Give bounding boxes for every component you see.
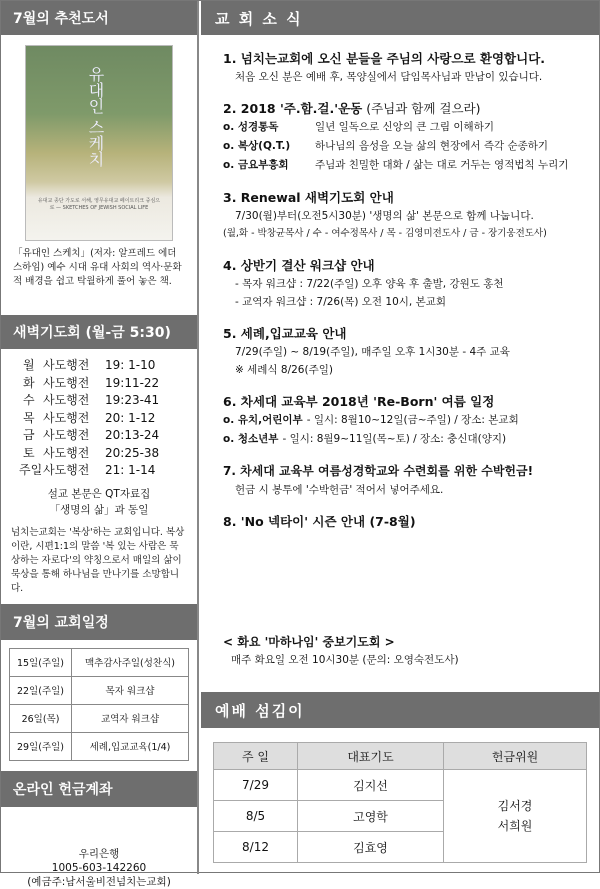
- subitem-desc: 하나님의 음성을 오늘 삶의 현장에서 즉각 순종하기: [315, 140, 549, 152]
- news-header: 교 회 소 식: [201, 1, 599, 35]
- dawn-day: 화: [23, 375, 35, 390]
- schedule-date: 15일(주일): [10, 648, 72, 676]
- news-item-7: [223, 462, 589, 499]
- book-cover-title: 유대인 스케치: [86, 66, 105, 168]
- account-info: [1, 807, 197, 889]
- usher-date: 8/12: [214, 832, 298, 863]
- book-blurb: 「유대인 스케치」(저자: 알프레드 에더스하임) 예수 시대 유대 사회의 역사·문화적 배경을 쉽고 탁월하게 풀어 놓은 책.: [13, 248, 182, 287]
- book-section-header: 7월의 추천도서: [1, 1, 197, 35]
- sermon-note-line-1: 설교 본문은 QT자료집: [47, 487, 151, 500]
- dawn-row: [23, 427, 197, 445]
- subitem-desc: 일년 일독으로 신앙의 큰 그림 이해하기: [315, 121, 494, 133]
- usher-prayer: 김효영: [298, 832, 444, 863]
- dawn-row: [23, 392, 197, 410]
- usher-date: 8/5: [214, 801, 298, 832]
- subitem-label: o. 성경통독: [223, 121, 279, 133]
- usher-date: 7/29: [214, 770, 298, 801]
- dawn-range: 19:11-22: [105, 375, 160, 390]
- right-column: [201, 1, 599, 874]
- book-cover-subtitle: 유대교 종단 가도로 서해, 영무유대교 페이트리크 중심으로 — SKETCHES OF JEWISH SOCIAL LIFE: [37, 198, 161, 211]
- offering-name-2: 서희원: [497, 819, 533, 833]
- sermon-note: [1, 486, 197, 518]
- table-row: [10, 648, 189, 676]
- dawn-range: 19: 1-10: [105, 358, 156, 372]
- subitem-desc: - 일시: 8월9~11일(목~토) / 장소: 충신대(양지): [282, 433, 507, 445]
- dawn-book: 사도행전: [43, 410, 90, 425]
- table-row: [10, 676, 189, 704]
- subitem-label: o. 금요부흥회: [223, 159, 289, 171]
- news-subitem: [223, 118, 589, 137]
- col-header-date: 주 일: [214, 743, 298, 770]
- subitem-desc: - 일시: 8월10~12일(금~주일) / 장소: 본교회: [306, 414, 519, 426]
- dawn-row: [23, 375, 197, 393]
- dawn-book: 사도행전: [43, 375, 90, 390]
- offering-name-1: 김서경: [497, 799, 533, 813]
- table-row: [10, 704, 189, 732]
- dawn-row: [19, 462, 197, 480]
- news-item-title: 5. 세례,입교교육 안내: [223, 326, 347, 341]
- prayer-meeting: [223, 633, 459, 669]
- schedule-date: 29일(주일): [10, 732, 72, 760]
- account-header: 온라인 헌금계좌: [1, 771, 197, 807]
- news-item-line: ※ 세례식 8/26(주일): [235, 364, 333, 376]
- book-cover-image: [25, 45, 173, 241]
- schedule-table: [9, 648, 189, 761]
- dawn-range: 19:23-41: [105, 393, 160, 407]
- subitem-label: o. 유치,어린이부: [223, 414, 303, 426]
- prayer-meeting-info: 매주 화요일 오전 10시30분 (문의: 오영숙전도사): [231, 654, 459, 666]
- account-holder: (예금주:남서울비전넘치는교회): [27, 875, 171, 888]
- news-item-5: [223, 324, 589, 379]
- news-item-2: [223, 99, 589, 175]
- schedule-event: 세례,입교교육(1/4): [72, 732, 189, 760]
- church-description: 넘치는교회는 '복상'하는 교회입니다. 복상이란, 시편1:1의 말씀 '복 있는 사람은 묵상하는 자로다'의 약칭으로서 매일의 삶이 묵상을 통해 하나님을 만나기를 소망합니다.: [11, 526, 185, 594]
- dawn-day: 토: [23, 445, 35, 460]
- dawn-prayer-list: [1, 349, 197, 480]
- schedule-date: 22일(주일): [10, 676, 72, 704]
- news-item-title-suffix: (주님과 함께 걸으라): [362, 101, 481, 116]
- subitem-desc: 주님과 친밀한 대화 / 삶는 대로 거두는 영적법칙 누리기: [315, 159, 569, 171]
- news-item-title: 4. 상반기 결산 워크샵 안내: [223, 258, 375, 273]
- dawn-day: 목: [23, 410, 35, 425]
- news-item-title: 3. Renewal 새벽기도회 안내: [223, 190, 394, 205]
- news-subitem: [223, 156, 589, 175]
- dawn-row: [23, 410, 197, 428]
- news-item-title: 7. 차세대 교육부 여름성경학교와 수련회를 위한 수박헌금!: [223, 464, 534, 478]
- news-item-line: 헌금 시 봉투에 '수박헌금' 적어서 넣어주세요.: [235, 484, 444, 496]
- news-item-title: [223, 512, 589, 531]
- news-item-8: [223, 512, 589, 531]
- news-item-line: (월,화 - 박창균목사 / 수 - 여수정목사 / 목 - 김영미전도사 / 금 - 장기웅전도사): [223, 228, 547, 239]
- subitem-label: o. 청소년부: [223, 433, 279, 445]
- dawn-book: 사도행전: [43, 393, 90, 407]
- col-header-offering: 헌금위원: [444, 743, 587, 770]
- news-item-title-main: 8. 'No 넥타이' 시즌 안내: [223, 514, 366, 529]
- news-item-3: [223, 188, 589, 243]
- dawn-range: 20: 1-12: [105, 410, 156, 425]
- dawn-range: 20:25-38: [105, 445, 160, 460]
- news-subitem: [223, 137, 589, 156]
- usher-prayer: 고영학: [298, 801, 444, 832]
- dawn-book: 사도행전: [43, 428, 90, 442]
- dawn-book: 사도행전: [43, 358, 90, 372]
- news-item-title-suffix: (7-8월): [365, 514, 416, 529]
- dawn-book: 사도행전: [43, 463, 90, 477]
- ushers-table: [213, 742, 587, 863]
- news-item-6: [223, 392, 589, 449]
- dawn-row: [23, 445, 197, 463]
- news-item-4: [223, 256, 589, 311]
- table-header-row: [214, 743, 587, 770]
- account-number: 1005-603-142260: [51, 861, 147, 874]
- dawn-range: 21: 1-14: [105, 463, 156, 477]
- subitem-label: o. 복상(Q.T.): [223, 140, 291, 152]
- news-item-1: [223, 49, 589, 86]
- usher-offering: [444, 770, 587, 863]
- news-item-line: - 교역자 워크샵 : 7/26(목) 오전 10시, 본교회: [235, 296, 447, 308]
- left-column: [1, 1, 199, 888]
- news-item-title-main: 2. 2018 '주.함.걸.'운동: [223, 101, 363, 116]
- news-item-line: - 목자 워크샵 : 7/22(주일) 오후 양육 후 출발, 강원도 홍천: [235, 278, 504, 290]
- dawn-day: 월: [23, 358, 35, 372]
- ushers-header: 예배 섬김이: [201, 692, 599, 728]
- schedule-date: 26일(목): [10, 704, 72, 732]
- schedule-header: 7월의 교회일정: [1, 604, 197, 640]
- schedule-event: 맥추감사주일(성찬식): [72, 648, 189, 676]
- sermon-note-line-2: 「생명의 삶」과 동일: [49, 503, 149, 516]
- table-row: [214, 770, 587, 801]
- ushers-section: [201, 728, 599, 863]
- dawn-day: 금: [23, 428, 35, 442]
- schedule-event: 교역자 워크샵: [72, 704, 189, 732]
- news-item-line: 7/29(주일) ~ 8/19(주일), 매주일 오후 1시30분 - 4주 교육: [235, 346, 510, 358]
- news-item-title: 1. 넘치는교회에 오신 분들을 주님의 사랑으로 환영합니다.: [223, 51, 546, 66]
- bank-name: 우리은행: [78, 847, 120, 860]
- table-row: [10, 732, 189, 760]
- dawn-book: 사도행전: [43, 445, 90, 460]
- schedule-event: 목자 워크샵: [72, 676, 189, 704]
- dawn-row: [23, 357, 197, 375]
- news-subitem: [223, 430, 589, 449]
- col-header-prayer: 대표기도: [298, 743, 444, 770]
- dawn-prayer-header: 새벽기도회 (월-금 5:30): [1, 315, 197, 349]
- dawn-range: 20:13-24: [105, 428, 160, 442]
- news-item-title: 6. 차세대 교육부 2018년 'Re-Born' 여름 일정: [223, 394, 495, 409]
- news-item-title: [223, 99, 589, 118]
- dawn-day: 수: [23, 393, 35, 407]
- prayer-meeting-title: < 화요 '마하나임' 중보기도회 >: [223, 635, 395, 649]
- news-item-line: 7/30(월)부터(오전5시30분) '생명의 삶' 본문으로 함께 나눕니다.: [235, 210, 534, 222]
- news-item-line: 처음 오신 분은 예배 후, 목양실에서 담임목사님과 만남이 있습니다.: [235, 71, 543, 83]
- dawn-day: 주일: [19, 463, 43, 477]
- news-list: [201, 35, 599, 531]
- news-subitem: [223, 411, 589, 430]
- usher-prayer: 김지선: [298, 770, 444, 801]
